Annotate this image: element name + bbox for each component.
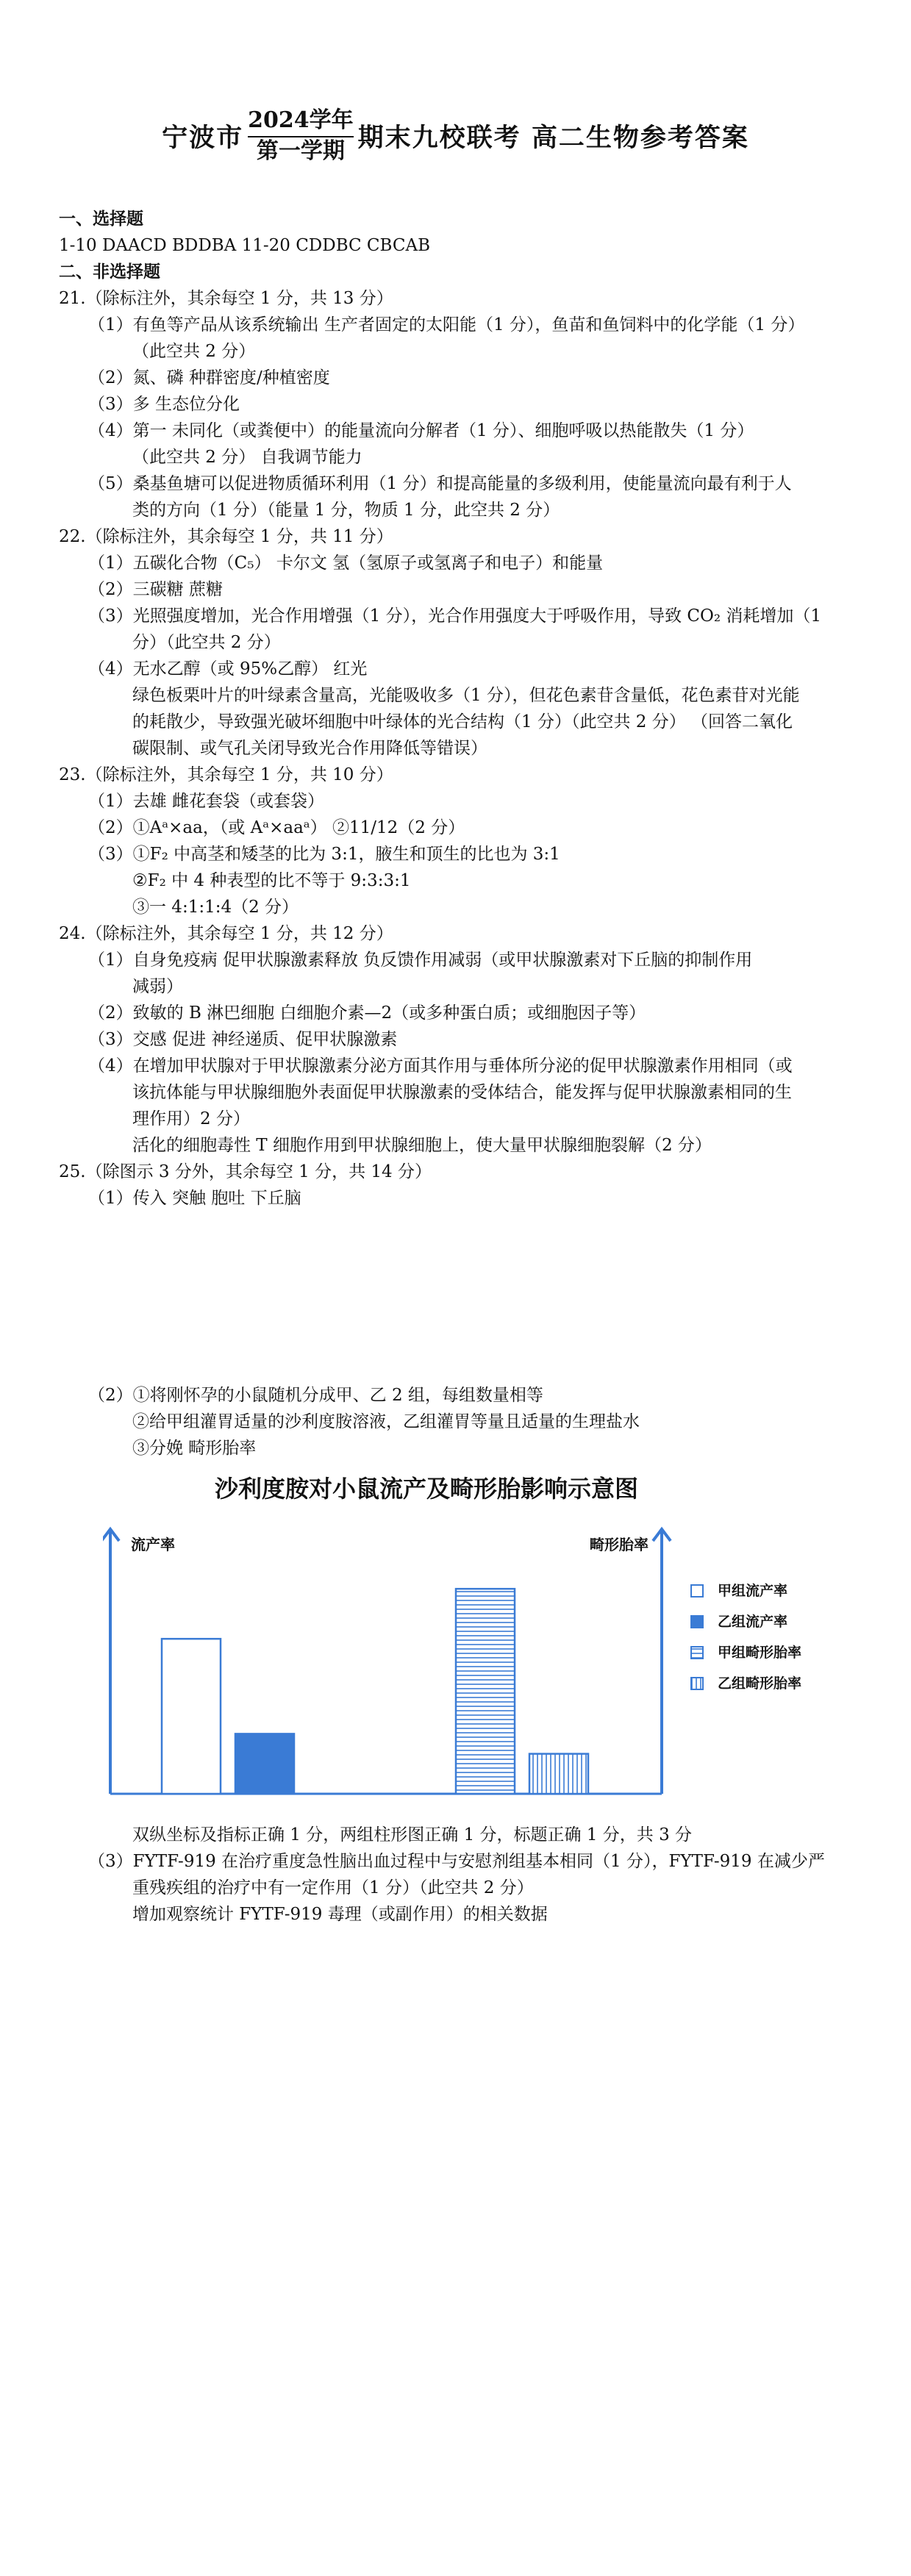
q22-a3b: 分）（此空共 2 分） xyxy=(132,633,281,652)
q25-a2: （2）①将刚怀孕的小鼠随机分成甲、乙 2 组，每组数量相等 xyxy=(88,1386,543,1405)
q24-a3: （3）交感 促进 神经递质、促甲状腺激素 xyxy=(88,1030,398,1049)
title-term: 第一学期 xyxy=(256,138,345,164)
q21-a3: （3）多 生态位分化 xyxy=(88,395,240,414)
legend-swatch-1 xyxy=(691,1585,703,1597)
q23-a3: （3）①F₂ 中高茎和矮茎的比为 3:1，腋生和顶生的比也为 3:1 xyxy=(88,845,560,864)
q25-a2c: ③分娩 畸形胎率 xyxy=(132,1439,257,1458)
section1-heading: 一、选择题 xyxy=(59,209,143,229)
q24-a2: （2）致敏的 B 淋巴细胞 白细胞介素—2（或多种蛋白质；或细胞因子等） xyxy=(88,1003,646,1023)
q21-a5: （5）桑基鱼塘可以促进物质循环利用（1 分）和提高能量的多级利用，使能量流向最有利于人 xyxy=(88,474,792,493)
q23-a3b: ②F₂ 中 4 种表型的比不等于 9:3:3:1 xyxy=(132,871,411,890)
q21-a2: （2）氮、磷 种群密度/种植密度 xyxy=(88,368,330,387)
title-term-stack xyxy=(248,107,354,165)
right-axis-label: 畸形胎率 xyxy=(590,1536,649,1553)
bar-1 xyxy=(162,1639,221,1794)
bar-3 xyxy=(456,1589,515,1794)
legend-label-4: 乙组畸形胎率 xyxy=(718,1675,802,1692)
q25-a3c: 增加观察统计 FYTF-919 毒理（或副作用）的相关数据 xyxy=(132,1905,548,1924)
q22-a4c: 的耗散少，导致强光破坏细胞中叶绿体的光合结构（1 分）（此空共 2 分） （回答二氧化 xyxy=(132,712,793,731)
title-year: 2024学年 xyxy=(248,107,354,137)
q21-a5b: 类的方向（1 分）（能量 1 分，物质 1 分，此空共 2 分） xyxy=(132,501,560,520)
title-city: 宁波市 xyxy=(162,123,244,153)
legend-swatch-2 xyxy=(691,1616,703,1628)
q22-a2: （2）三碳糖 蔗糖 xyxy=(88,580,223,599)
q22-a4: （4）无水乙醇（或 95%乙醇） 红光 xyxy=(88,659,368,679)
q24-a1: （1）自身免疫病 促甲状腺激素释放 负反馈作用减弱（或甲状腺激素对下丘脑的抑制作用 xyxy=(88,951,753,970)
legend-swatch-4 xyxy=(691,1678,703,1689)
q24-a4b: 该抗体能与甲状腺细胞外表面促甲状腺激素的受体结合，能发挥与促甲状腺激素相同的生 xyxy=(132,1083,792,1102)
q25-head: 25.（除图示 3 分外，其余每空 1 分，共 14 分） xyxy=(59,1162,432,1181)
section2-heading: 二、非选择题 xyxy=(59,262,160,282)
q24-a4c: 理作用）2 分） xyxy=(132,1109,250,1128)
legend-swatch-3 xyxy=(691,1647,703,1659)
q23-a1: （1）去雄 雌花套袋（或套袋） xyxy=(88,792,324,811)
q24-a4: （4）在增加甲状腺对于甲状腺激素分泌方面其作用与垂体所分泌的促甲状腺激素作用相同（或 xyxy=(88,1056,793,1076)
q25-part2 xyxy=(59,1382,868,1461)
thalidomide-chart xyxy=(103,1470,838,1838)
q24-a4d: 活化的细胞毒性 T 细胞作用到甲状腺细胞上，使大量甲状腺细胞裂解（2 分） xyxy=(132,1136,712,1155)
q24-head: 24.（除标注外，其余每空 1 分，共 12 分） xyxy=(59,924,393,943)
chart-canvas xyxy=(103,1514,838,1823)
q25-part3 xyxy=(59,1822,868,1928)
q21-a4b: （此空共 2 分） 自我调节能力 xyxy=(132,448,362,467)
q23-a2: （2）①Aᵃ×aa，（或 Aᵃ×aaᵃ） ②11/12（2 分） xyxy=(88,818,465,837)
answers-body xyxy=(59,206,868,1212)
chart-scoring-note: 双纵坐标及指标正确 1 分，两组柱形图正确 1 分，标题正确 1 分，共 3 分 xyxy=(132,1825,693,1845)
bar-2 xyxy=(235,1734,294,1794)
q22-a1: （1）五碳化合物（C₅） 卡尔文 氢（氢原子或氢离子和电子）和能量 xyxy=(88,554,604,573)
q21-a4: （4）第一 未同化（或粪便中）的能量流向分解者（1 分）、细胞呼吸以热能散失（1 分） xyxy=(88,421,754,440)
q25-a3: （3）FYTF-919 在治疗重度急性脑出血过程中与安慰剂组基本相同（1 分），FYTF-919 在减少严 xyxy=(88,1852,825,1871)
q22-a4b: 绿色板栗叶片的叶绿素含量高，光能吸收多（1 分），但花色素苷含量低，花色素苷对光能 xyxy=(132,686,800,705)
q22-a3: （3）光照强度增加，光合作用增强（1 分），光合作用强度大于呼吸作用，导致 CO₂ 消耗增加（1 xyxy=(88,607,822,626)
q24-a1b: 减弱） xyxy=(132,977,183,996)
bar-4 xyxy=(529,1754,588,1794)
left-axis-label: 流产率 xyxy=(131,1536,175,1553)
q21-a1: （1）有鱼等产品从该系统输出 生产者固定的太阳能（1 分），鱼苗和鱼饲料中的化学能（1 分） xyxy=(88,315,805,334)
q23-head: 23.（除标注外，其余每空 1 分，共 10 分） xyxy=(59,765,393,784)
q22-head: 22.（除标注外，其余每空 1 分，共 11 分） xyxy=(59,527,393,546)
choice-answers: 1-10 DAACD BDDBA 11-20 CDDBC CBCAB xyxy=(59,236,430,255)
document-title xyxy=(0,107,911,165)
legend-label-2: 乙组流产率 xyxy=(718,1614,788,1630)
chart-title: 沙利度胺对小鼠流产及畸形胎影响示意图 xyxy=(214,1475,638,1503)
legend-label-1: 甲组流产率 xyxy=(718,1583,788,1599)
q23-a3c: ③一 4:1:1:4（2 分） xyxy=(132,898,299,917)
q25-a2b: ②给甲组灌胃适量的沙利度胺溶液，乙组灌胃等量且适量的生理盐水 xyxy=(132,1412,640,1431)
q22-a4d: 碳限制、或气孔关闭导致光合作用降低等错误） xyxy=(132,739,487,758)
legend-label-3: 甲组畸形胎率 xyxy=(718,1645,802,1661)
q21-a1b: （此空共 2 分） xyxy=(132,342,256,361)
q21-head: 21.（除标注外，其余每空 1 分，共 13 分） xyxy=(59,289,393,308)
q25-a3b: 重残疾组的治疗中有一定作用（1 分）（此空共 2 分） xyxy=(132,1878,534,1897)
title-rest: 期末九校联考 高二生物参考答案 xyxy=(357,123,749,153)
q25-a1: （1）传入 突触 胞吐 下丘脑 xyxy=(88,1189,301,1208)
